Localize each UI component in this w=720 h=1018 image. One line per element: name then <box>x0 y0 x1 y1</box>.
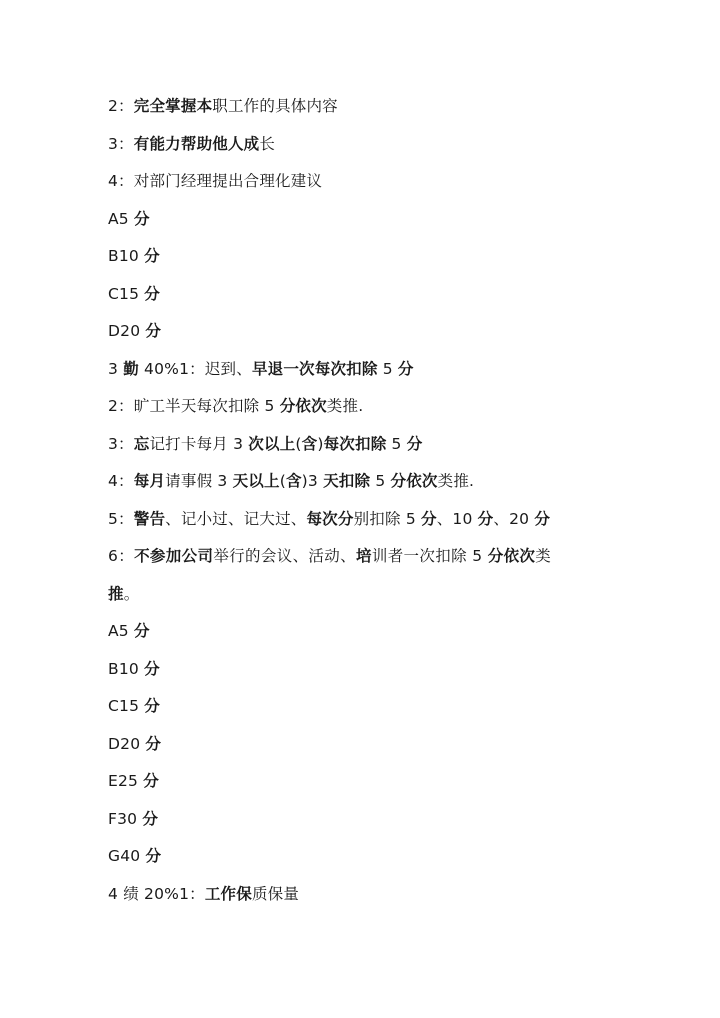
text-segment: 、20 <box>493 509 535 528</box>
text-segment: 请事假 3 <box>165 472 233 490</box>
text-line <box>108 688 618 726</box>
text-segment: 。 <box>123 584 140 603</box>
text-line <box>108 88 618 126</box>
bold-text-segment: 每次扣除 <box>323 434 387 453</box>
text-segment: B10 <box>108 247 145 265</box>
text-segment: 别扣除 5 <box>353 509 422 528</box>
text-segment: 40%1：迟到、 <box>138 359 252 378</box>
bold-text-segment: 次以上 <box>248 434 296 453</box>
bold-text-segment: 分 <box>134 209 150 228</box>
text-segment: 5： <box>108 509 134 528</box>
text-segment: 2：旷工半天每次扣除 5 <box>108 397 280 415</box>
text-line <box>108 388 618 426</box>
text-segment: B10 <box>108 659 145 678</box>
text-segment: A5 <box>108 209 134 228</box>
text-line <box>108 763 618 801</box>
text-line <box>108 801 618 839</box>
text-segment: C15 <box>108 697 145 715</box>
bold-text-segment: 分 <box>142 809 159 828</box>
text-segment: F30 <box>108 809 143 828</box>
text-segment: 6： <box>108 547 135 565</box>
text-segment: 举行的会议、活动、 <box>213 547 356 565</box>
bold-text-segment: 警告 <box>133 509 166 528</box>
text-segment: 4 绩 20%1： <box>108 884 205 903</box>
text-segment: 、10 <box>436 509 478 528</box>
bold-text-segment: 分依次 <box>390 472 438 490</box>
bold-text-segment: 天以上 <box>232 472 280 490</box>
bold-text-segment: 完全掌握本 <box>133 97 213 115</box>
text-segment: 、记小过、记大过、 <box>165 509 307 528</box>
text-segment: 3： <box>108 434 134 453</box>
bold-text-segment: 工作保 <box>204 884 252 903</box>
text-segment: G40 <box>108 847 146 865</box>
text-segment: 4： <box>108 472 134 490</box>
text-segment: A5 <box>108 622 134 640</box>
text-line <box>108 726 618 764</box>
text-segment: 3： <box>108 134 134 153</box>
text-line <box>108 576 618 614</box>
text-line <box>108 501 618 539</box>
bold-text-segment: 含 <box>301 434 318 453</box>
bold-text-segment: 分 <box>477 509 494 528</box>
text-segment: 5 <box>386 434 407 453</box>
bold-text-segment: 有能力帮助他人成 <box>133 134 260 153</box>
bold-text-segment: 忘 <box>133 434 150 453</box>
text-segment: )3 <box>301 472 324 490</box>
bold-text-segment: 每月 <box>133 472 166 490</box>
text-segment: 类推. <box>326 397 364 415</box>
document-body <box>108 88 618 913</box>
bold-text-segment: 勤 <box>123 359 139 378</box>
bold-text-segment: 分 <box>143 772 159 790</box>
text-segment: D20 <box>108 734 146 753</box>
text-line <box>108 163 618 201</box>
text-segment: 训者一次扣除 5 <box>371 547 488 565</box>
text-line <box>108 876 618 914</box>
bold-text-segment: 含 <box>285 472 302 490</box>
bold-text-segment: 分依次 <box>279 397 327 415</box>
text-segment: 职工作的具体内容 <box>212 97 338 115</box>
text-segment: 5 <box>377 359 398 378</box>
bold-text-segment: 分 <box>134 622 150 640</box>
text-line <box>108 351 618 389</box>
bold-text-segment: 天扣除 <box>323 472 371 490</box>
text-line <box>108 651 618 689</box>
bold-text-segment: 分 <box>145 847 162 865</box>
text-segment: 质保量 <box>251 884 300 903</box>
bold-text-segment: 推 <box>108 584 124 603</box>
text-segment: 记打卡每月 3 <box>149 434 249 453</box>
text-line <box>108 463 618 501</box>
text-line <box>108 838 618 876</box>
text-line <box>108 613 618 651</box>
bold-text-segment: 每次分 <box>306 509 354 528</box>
text-segment: 5 <box>370 472 391 490</box>
bold-text-segment: 分 <box>397 359 414 378</box>
bold-text-segment: 培 <box>355 547 372 565</box>
text-line <box>108 313 618 351</box>
text-segment: D20 <box>108 322 146 340</box>
bold-text-segment: 分 <box>144 697 160 715</box>
text-segment: 长 <box>259 134 276 153</box>
bold-text-segment: 不参加公司 <box>134 547 214 565</box>
bold-text-segment: 分 <box>406 434 423 453</box>
bold-text-segment: 分 <box>145 322 162 340</box>
bold-text-segment: 分依次 <box>487 547 536 565</box>
text-segment: ( <box>295 434 302 453</box>
text-segment: 3 <box>108 359 124 378</box>
bold-text-segment: 分 <box>144 659 160 678</box>
text-segment: 类 <box>535 547 552 565</box>
text-line <box>108 126 618 164</box>
text-segment: C15 <box>108 284 145 303</box>
bold-text-segment: 早退一次每次扣除 <box>251 359 378 378</box>
bold-text-segment: 分 <box>144 284 160 303</box>
text-line <box>108 238 618 276</box>
text-line <box>108 538 618 576</box>
text-segment: 4：对部门经理提出合理化建议 <box>108 172 323 190</box>
bold-text-segment: 分 <box>534 509 551 528</box>
bold-text-segment: 分 <box>421 509 437 528</box>
text-line <box>108 426 618 464</box>
text-line <box>108 201 618 239</box>
text-segment: 类推. <box>437 472 475 490</box>
bold-text-segment: 分 <box>145 734 162 753</box>
text-segment: E25 <box>108 772 144 790</box>
bold-text-segment: 分 <box>144 247 160 265</box>
text-segment: ) <box>317 434 324 453</box>
text-line <box>108 276 618 314</box>
text-segment: ( <box>279 472 286 490</box>
text-segment: 2： <box>108 97 134 115</box>
